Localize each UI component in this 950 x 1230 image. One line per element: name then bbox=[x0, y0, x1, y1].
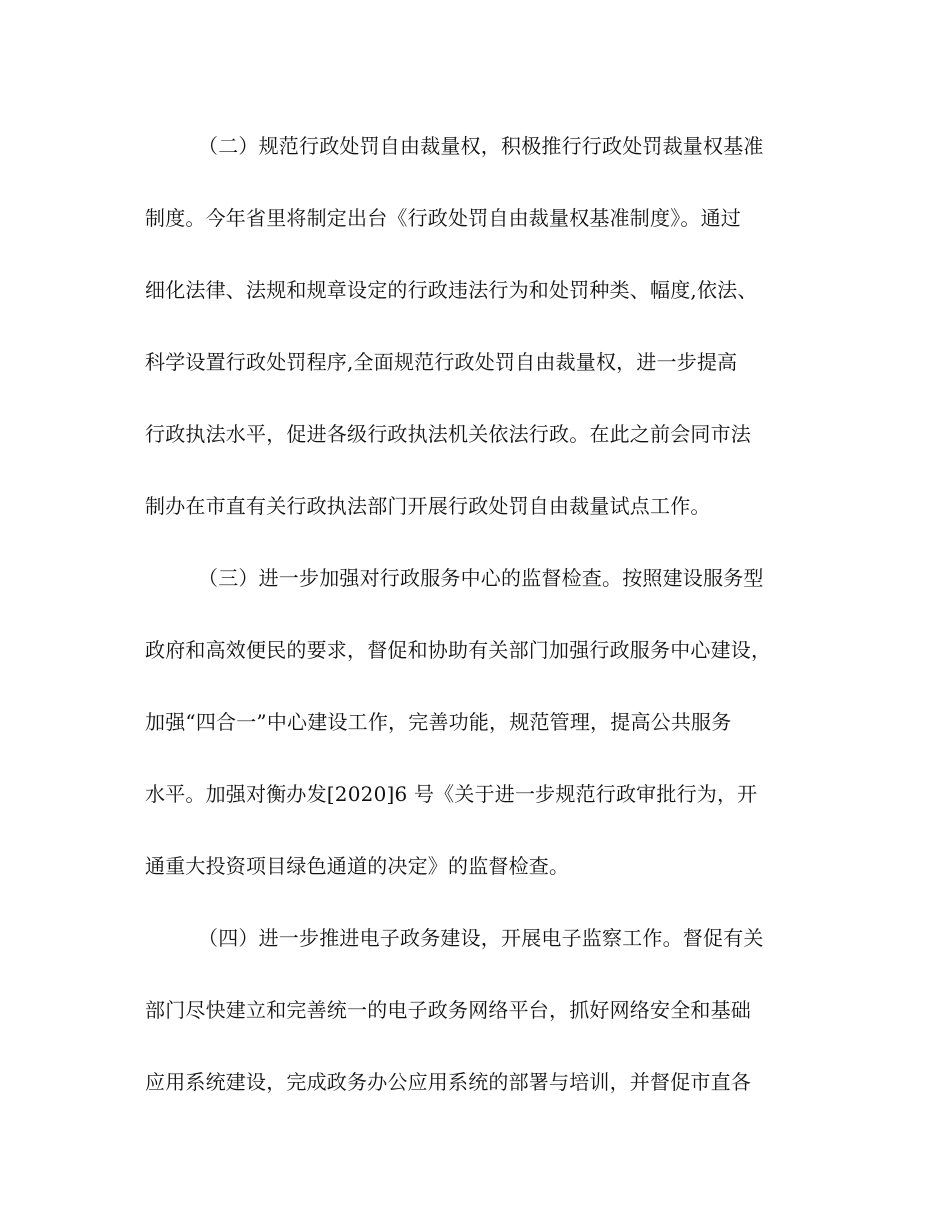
paragraph-4-heading-line: （四）进一步推进电子政务建设，开展电子监察工作。督促有关 bbox=[198, 926, 764, 950]
paragraph-3-line-3: 加强“四合一”中心建设工作，完善功能，规范管理，提高公共服务 bbox=[145, 710, 732, 734]
paragraph-2-line-5: 行政执法水平，促进各级行政执法机关依法行政。在此之前会同市法 bbox=[145, 422, 751, 446]
paragraph-4-line-2: 部门尽快建立和完善统一的电子政务网络平台，抓好网络安全和基础 bbox=[145, 998, 751, 1022]
paragraph-3-line-2: 政府和高效便民的要求，督促和协助有关部门加强行政服务中心建设， bbox=[145, 638, 772, 662]
paragraph-2-line-6: 制办在市直有关行政执法部门开展行政处罚自由裁量试点工作。 bbox=[145, 494, 711, 518]
paragraph-3-heading-line: （三）进一步加强对行政服务中心的监督检查。按照建设服务型 bbox=[198, 566, 764, 590]
paragraph-4-line-3: 应用系统建设，完成政务办公应用系统的部署与培训，并督促市直各 bbox=[145, 1070, 751, 1094]
paragraph-2-line-3: 细化法律、法规和规章设定的行政违法行为和处罚种类、幅度,依法、 bbox=[145, 278, 758, 302]
paragraph-3-line-5: 通重大投资项目绿色通道的决定》的监督检查。 bbox=[145, 854, 570, 878]
paragraph-2-heading-line: （二）规范行政处罚自由裁量权，积极推行行政处罚裁量权基准 bbox=[198, 134, 764, 158]
paragraph-3-line-4: 水平。加强对衡办发[2020]6 号《关于进一步规范行政审批行为，开 bbox=[145, 782, 758, 806]
paragraph-2-line-4: 科学设置行政处罚程序,全面规范行政处罚自由裁量权，进一步提高 bbox=[145, 350, 738, 374]
paragraph-2-line-2: 制度。今年省里将制定出台《行政处罚自由裁量权基准制度》。通过 bbox=[145, 206, 741, 230]
